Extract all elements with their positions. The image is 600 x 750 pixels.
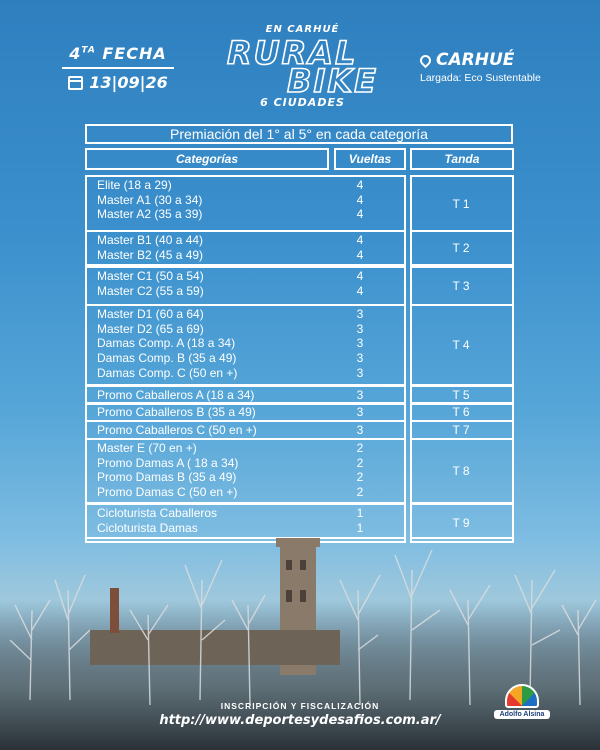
calendar-icon: [68, 76, 83, 90]
heat-label: T 5: [452, 388, 470, 402]
sponsor-logo: [494, 684, 550, 719]
category-name: Master D1 (60 a 64): [97, 307, 204, 321]
laps-value: 3: [356, 307, 364, 321]
laps-value: 3: [356, 388, 364, 402]
place-name: [420, 50, 570, 70]
laps-value: 2: [356, 455, 364, 470]
laps-cell: [342, 307, 378, 381]
heat-label: T 2: [452, 241, 470, 255]
place-name-text: CARHUÉ: [436, 50, 515, 70]
category-name: Promo Damas A ( 18 a 34): [97, 455, 239, 470]
category-cell: [97, 388, 254, 403]
laps-cell: [342, 269, 378, 298]
category-name: Master C1 (50 a 54): [97, 269, 204, 283]
sponsor-emblem-icon: [505, 684, 539, 708]
laps-value: 2: [356, 485, 364, 500]
footer-label: INSCRIPCIÓN Y FISCALIZACIÓN: [220, 701, 380, 711]
heat-label: T 8: [452, 464, 470, 478]
category-cell: [97, 307, 237, 381]
category-cell: [97, 269, 204, 298]
category-name: Damas Comp. B (35 a 49): [97, 351, 237, 366]
heat-label: T 4: [452, 338, 470, 352]
header-heat: Tanda: [410, 148, 514, 170]
laps-value: 3: [356, 365, 364, 380]
laps-value: 1: [356, 506, 364, 520]
heat-label: T 3: [452, 279, 470, 293]
location-pin-icon: [418, 52, 434, 68]
category-name: Promo Caballeros A (18 a 34): [97, 388, 255, 402]
logo-title-line1: RURAL: [227, 34, 358, 72]
event-date-text: 13|09|26: [89, 73, 168, 92]
header-laps: Vueltas: [334, 148, 406, 170]
category-name: Master D2 (65 a 69): [97, 321, 204, 336]
category-name: Master B2 (45 a 49): [97, 247, 204, 262]
laps-cell: [342, 441, 378, 500]
category-cell: [97, 423, 257, 438]
laps-cell: [342, 388, 378, 403]
category-cell: [97, 178, 202, 222]
category-name: Master A1 (30 a 34): [97, 192, 203, 207]
laps-value: 3: [356, 336, 364, 351]
place-block: [420, 50, 570, 84]
category-cell: [97, 233, 203, 262]
category-cell: [97, 405, 256, 420]
heat-label: T 9: [452, 516, 470, 530]
event-date: [62, 73, 174, 92]
fecha-title: [62, 44, 174, 63]
footer-url-link[interactable]: http://www.deportesydesafios.com.ar/: [159, 713, 441, 728]
category-name: Promo Damas B (35 a 49): [97, 470, 237, 485]
category-name: Cicloturista Caballeros: [97, 506, 218, 520]
footer: [140, 701, 460, 728]
logo-title-line2: BIKE: [287, 62, 378, 100]
category-name: Promo Damas C (50 en +): [97, 485, 238, 500]
category-name: Cicloturista Damas: [97, 520, 198, 535]
category-name: Damas Comp. C (50 en +): [97, 365, 238, 380]
laps-cell: [342, 178, 378, 222]
ruin-tower-icon: [90, 538, 340, 675]
laps-value: 2: [356, 470, 364, 485]
fecha-suffix: TA: [81, 45, 96, 56]
start-note: Largada: Eco Sustentable: [420, 72, 541, 84]
laps-value: 4: [356, 192, 364, 207]
category-name: Master A2 (35 a 39): [97, 207, 203, 222]
category-name: Promo Caballeros C (50 en +): [97, 423, 257, 437]
logo-location: EN CARHUÉ: [265, 24, 340, 35]
event-logo: [215, 24, 390, 109]
category-cell: [97, 441, 238, 500]
category-name: Master E (70 en +): [97, 441, 197, 455]
fecha-word: FECHA: [102, 44, 167, 63]
laps-value: 1: [356, 520, 364, 535]
heat-label: T 6: [452, 405, 470, 419]
laps-value: 3: [356, 423, 364, 437]
laps-value: 4: [356, 233, 364, 247]
sponsor-name: Adolfo Alsina: [494, 710, 550, 719]
fecha-divider: [62, 67, 174, 69]
heat-label: T 1: [452, 196, 470, 211]
laps-value: 3: [356, 351, 364, 366]
laps-value: 4: [356, 247, 364, 262]
laps-value: 4: [356, 269, 364, 283]
laps-value: 2: [356, 441, 364, 455]
laps-cell: [342, 423, 378, 438]
laps-value: 3: [356, 321, 364, 336]
fecha-block: [62, 44, 174, 92]
laps-cell: [342, 405, 378, 420]
category-name: Elite (18 a 29): [97, 178, 172, 192]
laps-value: 4: [356, 283, 364, 298]
fecha-number: 4: [69, 44, 82, 63]
table-caption: Premiación del 1° al 5° en cada categoría: [85, 124, 513, 144]
category-name: Master C2 (55 a 59): [97, 283, 204, 298]
category-name: Master B1 (40 a 44): [97, 233, 204, 247]
logo-subtitle: 6 CIUDADES: [260, 96, 345, 109]
category-name: Promo Caballeros B (35 a 49): [97, 405, 256, 419]
laps-value: 4: [356, 207, 364, 222]
category-name: Damas Comp. A (18 a 34): [97, 336, 236, 351]
laps-value: 4: [356, 178, 364, 192]
laps-cell: [342, 233, 378, 262]
header-categories: Categorías: [85, 148, 329, 170]
heat-label: T 7: [452, 423, 470, 437]
laps-value: 3: [356, 405, 364, 419]
